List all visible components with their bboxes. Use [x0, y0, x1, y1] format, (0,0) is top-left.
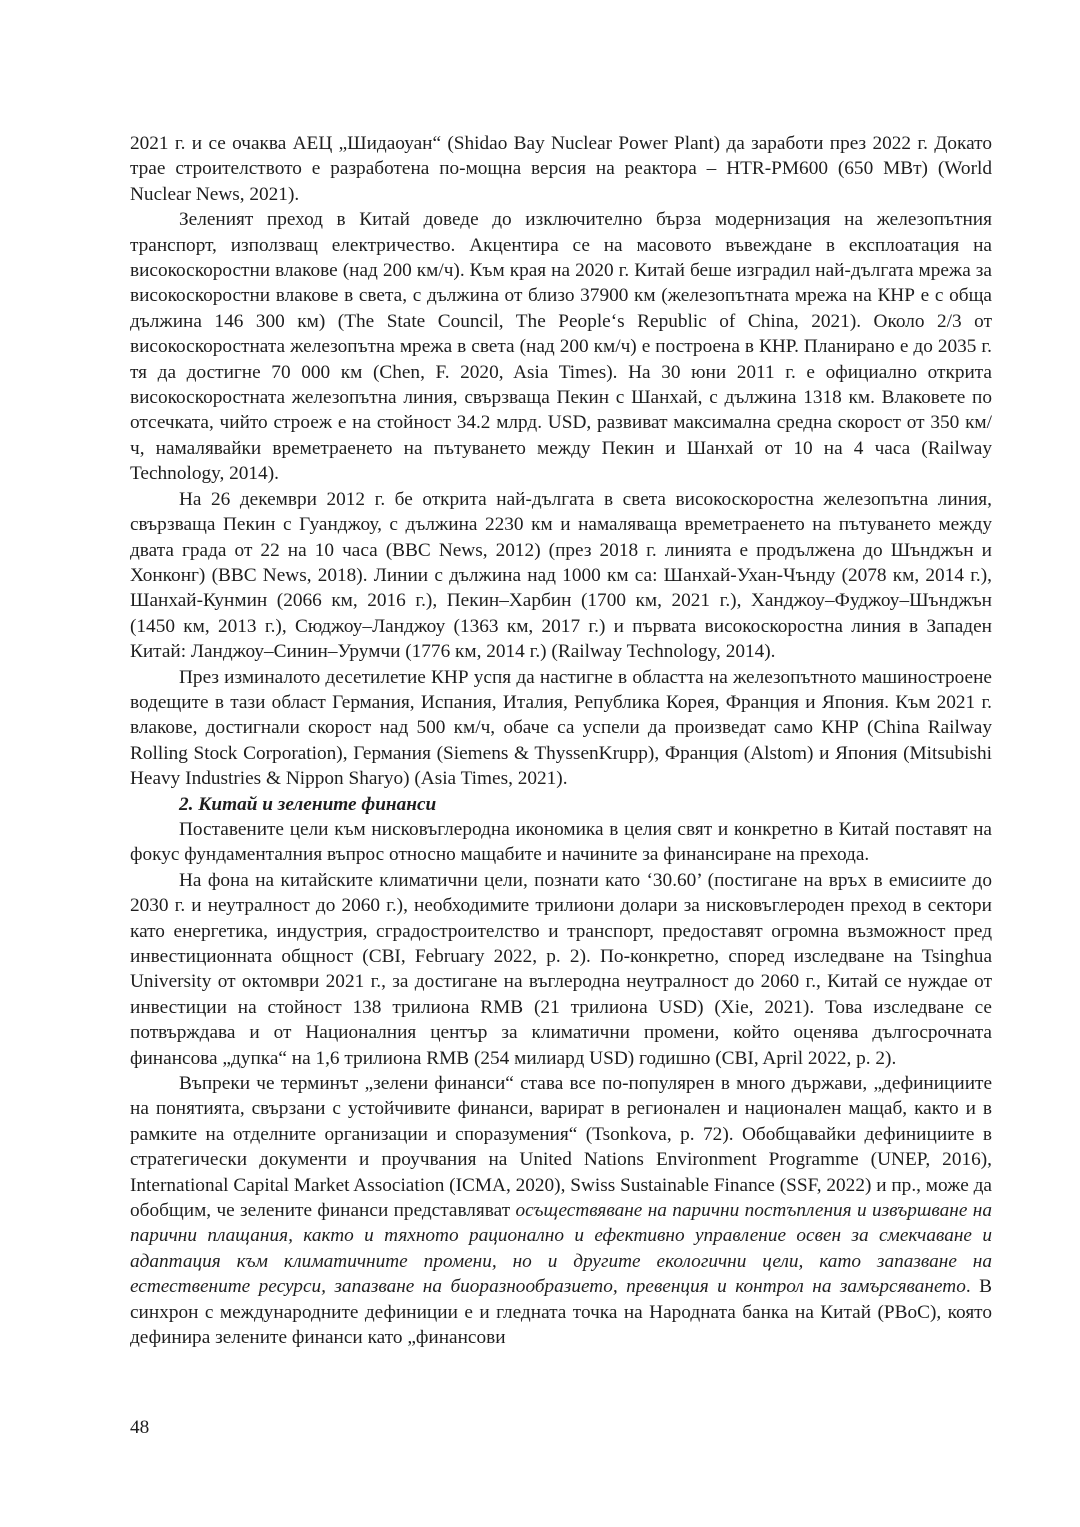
paragraph-low-carbon-goals: Поставените цели към нисковъглеродна икономика в целия свят и конкретно в Китай поставят на фокус фундаменталния въпрос относно мащабите и начините за финансиране на прехода. [130, 818, 992, 866]
body-text [130, 131, 992, 1351]
paragraph-climate-targets: На фона на китайските климатични цели, познати като ‘30.60’ (постигане на връх в емисиите до 2030 г. и неутралност до 2060 г.), необходимите трилиони долари за нисковъглероден преход в сектори като енергетика, индустрия, сградостроителство и транспорт, предоставят огромна възможност пред инвестиционната общност (CBI, February 2022, p. 2). По-конкретно, според изследване на Tsinghua University от октомври 2021 г., за достигане на въглеродна неутралност до 2060 г., Китай се нуждае от инвестиции на стойност 138 трилиона RMB (21 трилиона USD) (Xie, 2021). Това изследване се потвърждава и от Националния център за климатични промени, който оценява дългосрочната финансова „дупка“ на 1,6 трилиона RMB (254 милиард USD) годишно (CBI, April 2022, p. 2). [130, 869, 992, 1069]
section-heading: 2. Китай и зелените финанси [179, 793, 437, 815]
page-number: 48 [130, 1417, 150, 1438]
definition-intro-text: Въпреки че терминът „зелени финанси“ става все по-популярен в много държави, „дефинициите на понятията, свързани с устойчивите финанси, варират в регионален и национален мащаб, както и в рамките на отделните организации и споразумения“ (Tsonkova, p. 72). Обобщавайки дефинициите в стратегически документи и проучвания на United Nations Environment Programme (UNEP, 2016), International Capital Market Association (ICMA, 2020), Swiss Sustainable Finance (SSF, 2022) и пр., може да обобщим, че зелените финанси представляват [130, 1073, 992, 1222]
paragraph-railway-transition: Зеленият преход в Китай доведе до изключително бърза модернизация на железопътния транспорт, използващ електричество. Акцентира се на масовото въвеждане в експлоатация на високоскоростни влакове (над 200 км/ч). Към края на 2020 г. Китай беше изградил най-дългата мрежа за високоскоростни влакове в света, с дължина от близо 37900 км (железопътната мрежа на КНР е с обща дължина 146 300 км) (The State Council, The People‘s Republic of China, 2021). Около 2/3 от високоскоростната железопътна мрежа в света (над 200 км/ч) е построена в КНР. Планирано е до 2035 г. тя да достигне 70 000 км (Chen, F. 2020, Asia Times). На 30 юни 2011 г. е официално открита високоскоростната железопътна линия, свързваща Пекин с Шанхай, с дължина 1318 км. Влаковете по отсечката, чийто строеж е на стойност 34.2 млрд. USD, развиват максимална средна скорост от 350 км/ч, намалявайки времетраенето на пътуването между Пекин и Шанхай от 10 на 4 часа (Railway Technology, 2014). [130, 209, 992, 485]
definition-closing-text: . В синхрон с международните дефиниции е и гледната точка на Народната банка на Китай (PBoC), която дефинира зелените финанси като „финансови [130, 1276, 992, 1349]
paragraph-green-finance-definition [130, 1071, 992, 1350]
paragraph-beijing-guangzhou: На 26 декември 2012 г. бе открита най-дългата в света високоскоростна железопътна линия, свързваща Пекин с Гуанджоу, с дължина 2230 км и намаляваща времетраенето на пътуването между двата града от 22 на 10 часа (BBC News, 2012) (през 2018 г. линията е продължена до Шънджън и Хонконг) (BBC News, 2018). Линии с дължина над 1000 км са: Шанхай-Ухан-Чънду (2078 км, 2014 г.), Шанхай-Кунмин (2066 км, 2016 г.), Пекин–Харбин (1700 км, 2021 г.), Ханджоу–Фуджоу–Шънджън (1450 км, 2013 г.), Сюджоу–Ланджоу (1363 км, 2017 г.) и първата високоскоростна линия в Западен Китай: Ланджоу–Синин–Урумчи (1776 км, 2014 г.) (Railway Technology, 2014). [130, 488, 992, 663]
paragraph-continuation: 2021 г. и се очаква АЕЦ „Шидаоуан“ (Shidao Bay Nuclear Power Plant) да заработи през 2022 г. Докато трае строителството е разработена по-мощна версия на реактора – HTR-PM600 (650 МВт) (World Nuclear News, 2021). [130, 133, 992, 205]
paragraph-rail-manufacturing: През изминалото десетилетие КНР успя да настигне в областта на железопътното машиностроене водещите в тази област Германия, Испания, Италия, Република Корея, Франция и Япония. Към 2021 г. влакове, достигнали скорост над 500 км/ч, обаче са успели да произведат само КНР (China Railway Rolling Stock Corporation), Германия (Siemens & ThyssenKrupp), Франция (Alstom) и Япония (Mitsubishi Heavy Industries & Nippon Sharyo) (Asia Times, 2021). [130, 666, 992, 790]
definition-italic-text: осъществяване на парични постъпления и извършване на парични плащания, както и тяхното рационално и ефективно управление освен за смекчаване и адаптация към климатичните промени, но и другите екологични цели, като запазване на естествените ресурси, запазване на биоразнообразието, превенция и контрол на замърсяването [130, 1200, 992, 1298]
